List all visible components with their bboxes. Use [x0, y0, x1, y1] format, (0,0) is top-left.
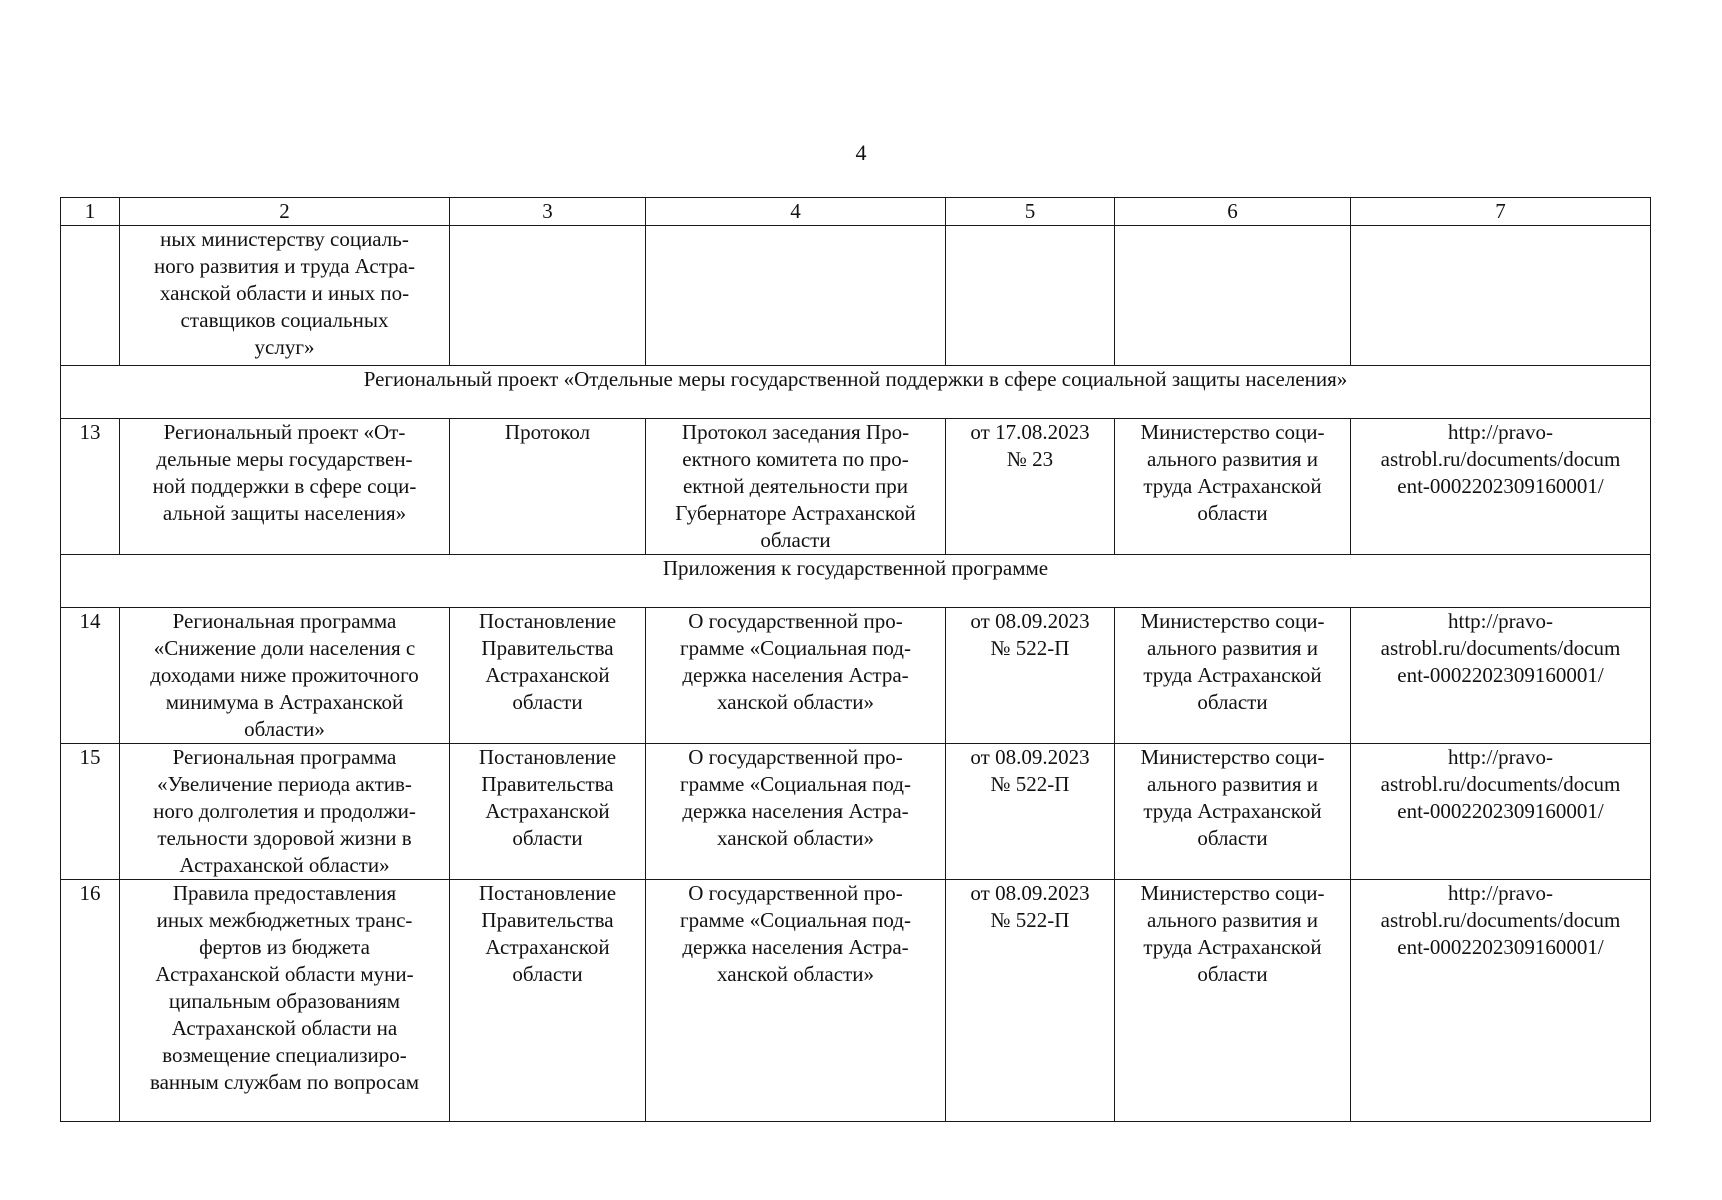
section-header-row [61, 555, 1651, 608]
issuing-authority [1115, 226, 1351, 366]
document-link: http://pravo- astrobl.ru/documents/docum ent-0002202309160001/ [1351, 419, 1651, 555]
column-number-row [61, 198, 1651, 226]
issuing-authority: Министерство соци- ального развития и труда Астраханской области [1115, 608, 1351, 744]
section-title: Приложения к государственной программе [61, 555, 1651, 608]
table-row [61, 880, 1651, 1122]
document-type: Протокол [450, 419, 646, 555]
section-title: Региональный проект «Отдельные меры государственной поддержки в сфере социальной защиты населения» [61, 366, 1651, 419]
table-row [61, 226, 1651, 366]
document-date: от 08.09.2023 № 522-П [946, 744, 1115, 880]
item-name: Правила предоставления иных межбюджетных транс- фертов из бюджета Астраханской области муни- ципальным образованиям Астраханской области на возмещение специализиро- ванным службам по вопросам [120, 880, 450, 1122]
column-number: 5 [946, 198, 1115, 226]
column-number: 1 [61, 198, 120, 226]
row-number: 15 [61, 744, 120, 880]
item-name: Региональная программа «Увеличение периода актив- ного долголетия и продолжи- тельности здоровой жизни в Астраханской области» [120, 744, 450, 880]
row-number: 14 [61, 608, 120, 744]
document-title: О государственной про- грамме «Социальная под- держка населения Астра- ханской области» [646, 880, 946, 1122]
document-type [450, 226, 646, 366]
document-title: Протокол заседания Про- ектного комитета по про- ектной деятельности при Губернаторе Астраханской области [646, 419, 946, 555]
section-header-row [61, 366, 1651, 419]
table-row [61, 419, 1651, 555]
document-type: Постановление Правительства Астраханской области [450, 608, 646, 744]
issuing-authority: Министерство соци- ального развития и труда Астраханской области [1115, 419, 1351, 555]
column-number: 4 [646, 198, 946, 226]
document-date: от 08.09.2023 № 522-П [946, 608, 1115, 744]
item-name: Региональный проект «От- дельные меры государствен- ной поддержки в сфере соци- альной защиты населения» [120, 419, 450, 555]
document-title: О государственной про- грамме «Социальная под- держка населения Астра- ханской области» [646, 608, 946, 744]
document-link [1351, 226, 1651, 366]
row-number: 13 [61, 419, 120, 555]
row-number [61, 226, 120, 366]
table-row [61, 744, 1651, 880]
document-date: от 17.08.2023 № 23 [946, 419, 1115, 555]
column-number: 6 [1115, 198, 1351, 226]
column-number: 2 [120, 198, 450, 226]
document-link: http://pravo- astrobl.ru/documents/docum ent-0002202309160001/ [1351, 608, 1651, 744]
item-name: ных министерству социаль- ного развития и труда Астра- ханской области и иных по- ставщиков социальных услуг» [120, 226, 450, 366]
document-date [946, 226, 1115, 366]
issuing-authority: Министерство соци- ального развития и труда Астраханской области [1115, 744, 1351, 880]
document-link: http://pravo- astrobl.ru/documents/docum ent-0002202309160001/ [1351, 744, 1651, 880]
document-type: Постановление Правительства Астраханской области [450, 744, 646, 880]
column-number: 7 [1351, 198, 1651, 226]
issuing-authority: Министерство соци- ального развития и труда Астраханской области [1115, 880, 1351, 1122]
row-number: 16 [61, 880, 120, 1122]
document-link: http://pravo- astrobl.ru/documents/docum ent-0002202309160001/ [1351, 880, 1651, 1122]
document-title: О государственной про- грамме «Социальная под- держка населения Астра- ханской области» [646, 744, 946, 880]
item-name: Региональная программа «Снижение доли населения с доходами ниже прожиточного минимума в Астраханской области» [120, 608, 450, 744]
registry-table [60, 197, 1651, 1122]
document-type: Постановление Правительства Астраханской области [450, 880, 646, 1122]
table-row [61, 608, 1651, 744]
document-title [646, 226, 946, 366]
column-number: 3 [450, 198, 646, 226]
document-date: от 08.09.2023 № 522-П [946, 880, 1115, 1122]
page-number: 4 [855, 140, 867, 165]
